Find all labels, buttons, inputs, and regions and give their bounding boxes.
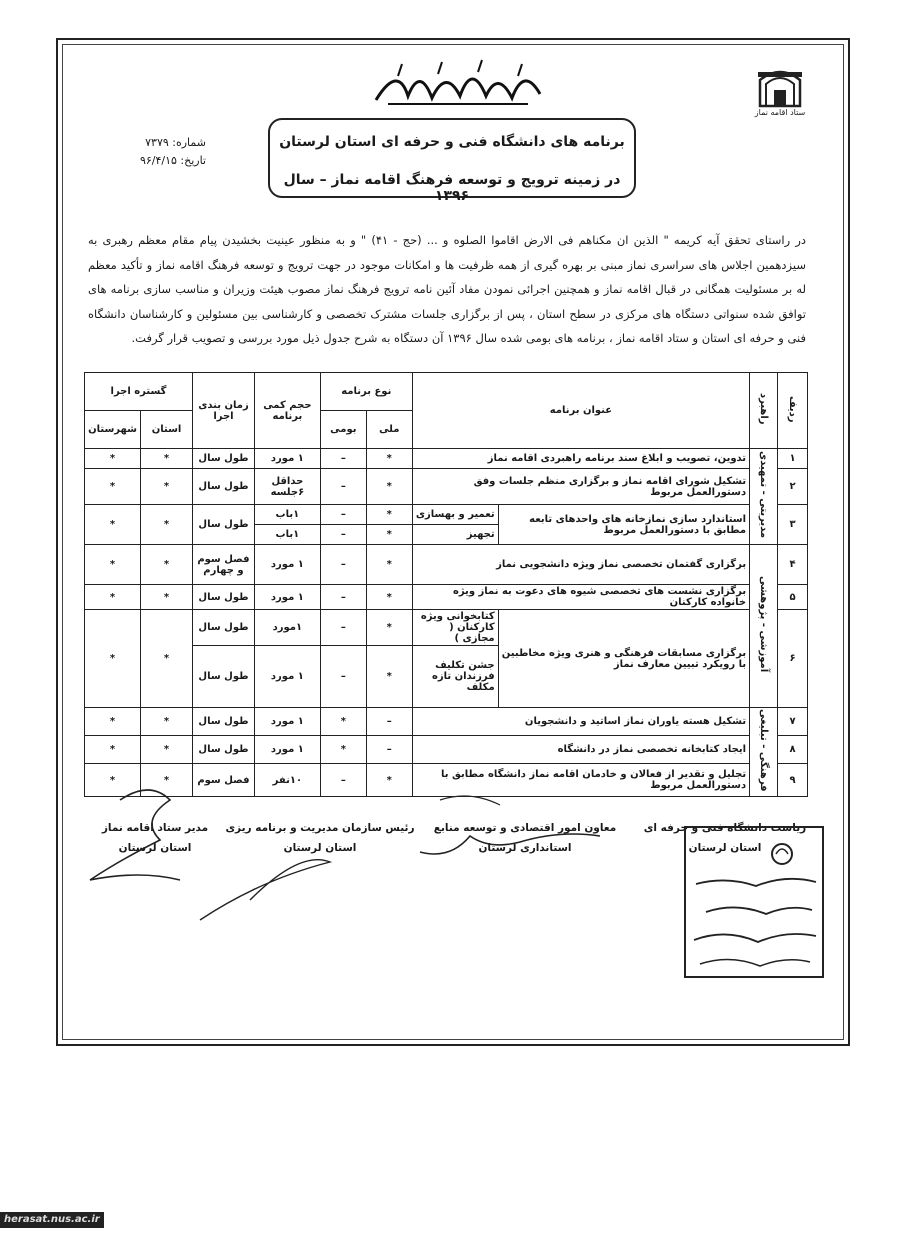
row-sub-a: تعمیر و بهسازی: [412, 505, 498, 525]
row-title: تجلیل و تقدیر از فعالان و خادمان اقامه نماز دانشگاه مطابق با دستورالعمل مربوط: [412, 764, 749, 796]
header-national: ملی: [366, 411, 412, 449]
row-county: *: [85, 610, 141, 708]
letter-date: تاریخ: ۹۶/۴/۱۵: [139, 154, 206, 167]
strategy-cell: فرهنگی - تبلیغی: [750, 708, 778, 797]
table-row: [85, 736, 808, 764]
row-national: *: [366, 764, 412, 796]
row-province: *: [141, 505, 193, 545]
table-row: [85, 469, 808, 505]
row-sub-a: کتابخوانی ویژه کارکنان ( مجازی ): [412, 610, 498, 646]
title-line-2: در زمینه ترویج و توسعه فرهنگ اقامه نماز – سال ۱۳۹۶: [283, 172, 621, 204]
row-no: ۸: [778, 736, 808, 764]
row-county: *: [85, 505, 141, 545]
row-province: *: [141, 585, 193, 610]
row-timing: طول سال: [193, 469, 255, 505]
strategy-cell: آموزشی - پژوهشی: [750, 545, 778, 708]
row-province: *: [141, 469, 193, 505]
row-county: *: [85, 585, 141, 610]
title-box: [268, 118, 636, 204]
row-no: ۹: [778, 764, 808, 796]
row-timing: طول سال: [193, 505, 255, 545]
row-timing: طول سال: [193, 736, 255, 764]
row-sub-b: جشن تکلیف فرزندان تازه مکلف: [412, 646, 498, 708]
table-row: [85, 708, 808, 736]
row-title: ایجاد کتابخانه تخصصی نماز در دانشگاه: [412, 736, 749, 764]
row-timing: طول سال: [193, 449, 255, 469]
row-province: *: [141, 545, 193, 585]
row-national: *: [366, 449, 412, 469]
row-volume: ۱۰نفر: [254, 764, 320, 796]
header-type-group: نوع برنامه: [320, 373, 412, 411]
basmala-calligraphy: [368, 56, 548, 112]
header-timing: زمان بندی اجرا: [193, 373, 255, 449]
row-county: *: [85, 545, 141, 585]
row-no: ۴: [778, 545, 808, 585]
row-national: *: [366, 525, 412, 545]
signature-governorate: معاون امور اقتصادی و توسعه منابع استانداری لرستان: [433, 822, 617, 854]
row-sub-b: تجهیز: [412, 525, 498, 545]
row-national: –: [366, 736, 412, 764]
row-title: استاندارد سازی نمازخانه های واحدهای تابعه مطابق با دستورالعمل مربوط: [498, 505, 749, 545]
signature-university: ریاست دانشگاه فنی و حرفه ای استان لرستان: [643, 822, 807, 854]
row-title: برگزاری گفتمان تخصصی نماز ویژه دانشجویی نماز: [412, 545, 749, 585]
table-row: [85, 610, 808, 646]
row-title: تشکیل شورای اقامه نماز و برگزاری منظم جلسات وفق دستورالعمل مربوط: [412, 469, 749, 505]
row-no: ۲: [778, 469, 808, 505]
row-volume: ۱ مورد: [254, 736, 320, 764]
table-row: [85, 449, 808, 469]
row-province: *: [141, 736, 193, 764]
row-province: *: [141, 764, 193, 796]
row-timing: طول سال: [193, 585, 255, 610]
row-province: *: [141, 708, 193, 736]
row-no: ۷: [778, 708, 808, 736]
header-province: استان: [141, 411, 193, 449]
row-volume: ۱ مورد: [254, 708, 320, 736]
row-province: *: [141, 610, 193, 708]
row-volume: ۱ مورد: [254, 449, 320, 469]
row-national: –: [366, 708, 412, 736]
row-national: *: [366, 505, 412, 525]
row-local: –: [320, 449, 366, 469]
header-county: شهرستان: [85, 411, 141, 449]
header-title: عنوان برنامه: [412, 373, 749, 449]
row-volume: ۱ مورد: [254, 545, 320, 585]
logo-icon: [754, 62, 806, 110]
row-volume: ۱باب: [254, 505, 320, 525]
row-county: *: [85, 764, 141, 796]
row-county: *: [85, 708, 141, 736]
intro-paragraph: در راستای تحقق آیه کریمه " الذین ان مکناهم فی الارض اقاموا الصلوه و ... (حج - ۴۱) " و به منظور عینیت بخشیدن پیام مقام معظم رهبری به سیزدهمین اجلاس های سراسری نماز مبنی بر بهره گیری از همه ظرفیت ها و امکانات موجود در جهت ترویج و توسعه فرهنگ اقامه نماز و تأکید معظم له بر مسئولیت همگانی در قبال اقامه نماز و همچنین اجرائی نمودن مفاد آئین نامه ترویج فرهنگ نماز مصوب هیئت وزیران و مناسب سازی برنامه های توافق شده سنواتی دستگاه های مرکزی در سطح استان ، پس از برگزاری جلسات مشترک تخصصی و کارشناسی بین مسئولین و کارشناسان دانشگاه فنی و حرفه ای استان و ستاد اقامه نماز ، برنامه های بومی شده سال ۱۳۹۶ آن دستگاه به شرح جدول ذیل مورد بررسی و تصویب قرار گرفت.: [88, 233, 806, 345]
row-title: تشکیل هسته یاوران نماز اساتید و دانشجویان: [412, 708, 749, 736]
row-title: برگزاری نشست های تخصصی شیوه های دعوت به نماز ویژه خانواده کارکنان: [412, 585, 749, 610]
table-row: [85, 505, 808, 525]
row-county: *: [85, 469, 141, 505]
row-national: *: [366, 646, 412, 708]
header-local: بومی: [320, 411, 366, 449]
strategy-cell: مدیریتی - تمهیدی: [750, 449, 778, 545]
row-national: *: [366, 469, 412, 505]
row-volume: ۱باب: [254, 525, 320, 545]
row-province: *: [141, 449, 193, 469]
row-local: –: [320, 610, 366, 646]
letter-number: شماره: ۷۳۷۹: [145, 136, 206, 149]
row-local: –: [320, 469, 366, 505]
row-title: تدوین، تصویب و ابلاغ سند برنامه راهبردی اقامه نماز: [412, 449, 749, 469]
header-volume: حجم کمی برنامه: [254, 373, 320, 449]
header-scope-group: گستره اجرا: [85, 373, 193, 411]
row-title: برگزاری مسابقات فرهنگی و هنری ویژه مخاطبین با رویکرد تبیین معارف نماز: [498, 610, 749, 708]
signature-prayer-hq: مدیر ستاد اقامه نماز استان لرستان: [101, 822, 209, 854]
row-local: –: [320, 525, 366, 545]
table-row: [85, 585, 808, 610]
header-row-no: ردیف: [778, 373, 808, 449]
row-national: *: [366, 585, 412, 610]
row-no: ۶: [778, 610, 808, 708]
table-row: [85, 764, 808, 796]
row-timing: طول سال: [193, 646, 255, 708]
row-local: –: [320, 646, 366, 708]
row-county: *: [85, 449, 141, 469]
row-no: ۳: [778, 505, 808, 545]
table-row: [85, 545, 808, 585]
signature-planning: رئیس سازمان مدیریت و برنامه ریزی استان لرستان: [225, 822, 415, 854]
official-stamp: [684, 826, 824, 978]
row-volume: ۱ مورد: [254, 585, 320, 610]
row-no: ۵: [778, 585, 808, 610]
row-county: *: [85, 736, 141, 764]
row-local: –: [320, 764, 366, 796]
row-timing: فصل سوم: [193, 764, 255, 796]
row-local: –: [320, 545, 366, 585]
title-line-1: برنامه های دانشگاه فنی و حرفه ای استان لرستان: [279, 134, 625, 150]
row-local: –: [320, 585, 366, 610]
row-national: *: [366, 610, 412, 646]
row-volume: ۱ مورد: [254, 646, 320, 708]
header-strategy: راهبرد: [750, 373, 778, 449]
row-timing: طول سال: [193, 610, 255, 646]
footer-site-label: herasat.nus.ac.ir: [0, 1212, 104, 1228]
stamp-handwriting: [686, 828, 826, 980]
row-no: ۱: [778, 449, 808, 469]
row-timing: طول سال: [193, 708, 255, 736]
row-national: *: [366, 545, 412, 585]
row-local: –: [320, 505, 366, 525]
program-table: [84, 372, 808, 797]
row-local: *: [320, 736, 366, 764]
row-local: *: [320, 708, 366, 736]
row-volume: ۱مورد: [254, 610, 320, 646]
row-volume: حداقل ۶جلسه: [254, 469, 320, 505]
letter-meta: [96, 134, 206, 170]
row-timing: فصل سوم و چهارم: [193, 545, 255, 585]
logo-caption: ستاد اقامه نماز: [754, 108, 806, 117]
